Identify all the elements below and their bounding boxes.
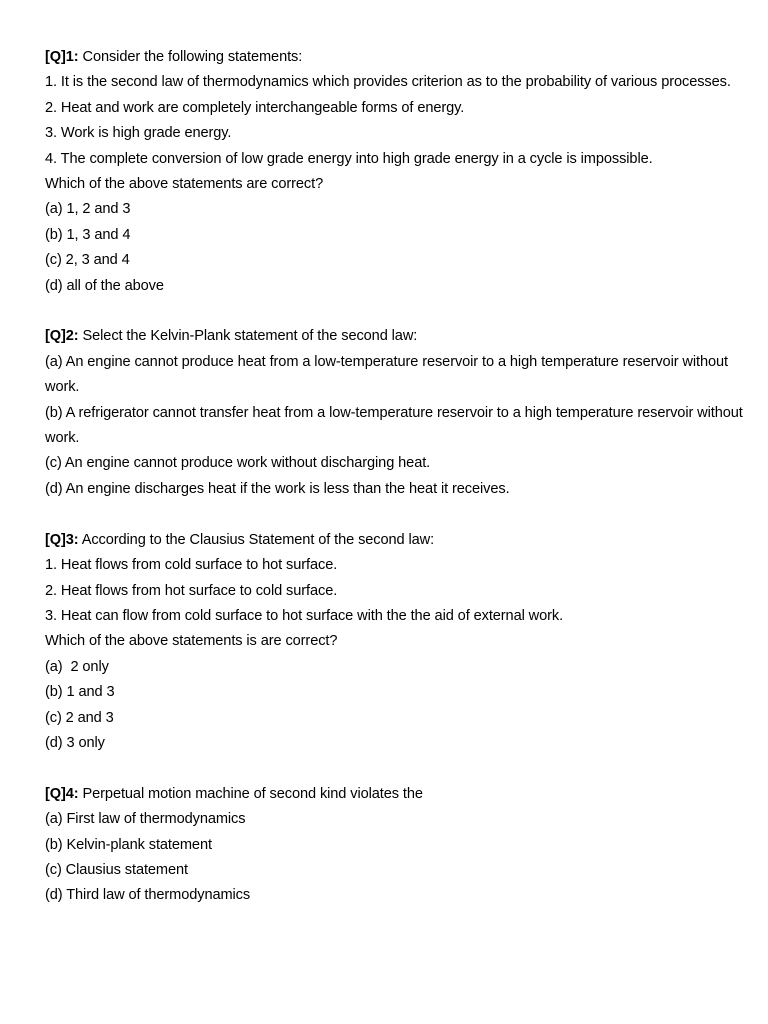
question-3: [45, 528, 745, 757]
statement-1: 1. It is the second law of thermodynamics which provides criterion as to the probability of various processes.: [45, 74, 731, 91]
option-a: (a) First law of thermodynamics: [45, 811, 246, 828]
question-stem: According to the Clausius Statement of the second law:: [78, 531, 435, 548]
statement-1: 1. Heat flows from cold surface to hot surface.: [45, 557, 338, 574]
option-a: (a) An engine cannot produce heat from a low-temperature reservoir to a high temperature reservoir without work.: [45, 353, 728, 396]
option-c: (c) Clausius statement: [45, 861, 188, 878]
document-page: [45, 45, 745, 934]
statement-2: 2. Heat flows from hot surface to cold surface.: [45, 582, 338, 599]
question-tag: [Q]3:: [45, 531, 79, 548]
question-4: [45, 782, 745, 909]
option-c: (c) 2, 3 and 4: [45, 252, 130, 269]
option-b: (b) Kelvin-plank statement: [45, 836, 212, 853]
option-d: (d) Third law of thermodynamics: [45, 887, 251, 904]
option-c: (c) An engine cannot produce work without discharging heat.: [45, 455, 431, 472]
question-prompt: Which of the above statements is are correct?: [45, 633, 338, 650]
question-tag: [Q]1:: [45, 49, 79, 65]
question-stem: Perpetual motion machine of second kind violates the: [78, 785, 423, 802]
question-prompt: Which of the above statements are correct?: [45, 176, 324, 193]
option-d: (d) An engine discharges heat if the work is less than the heat it receives.: [45, 480, 510, 497]
statement-3: 3. Heat can flow from cold surface to hot surface with the the aid of external work.: [45, 607, 564, 624]
question-2: [45, 324, 745, 502]
option-d: (d) all of the above: [45, 277, 164, 294]
statement-2: 2. Heat and work are completely interchangeable forms of energy.: [45, 99, 465, 116]
question-tag: [Q]2:: [45, 328, 79, 345]
option-b: (b) A refrigerator cannot transfer heat from a low-temperature reservoir to a high temperature reservoir without work.: [45, 404, 743, 447]
statement-4: 4. The complete conversion of low grade energy into high grade energy in a cycle is impossible.: [45, 150, 653, 167]
option-a: (a) 1, 2 and 3: [45, 201, 131, 218]
question-header: [45, 528, 745, 553]
question-stem: Consider the following statements:: [78, 49, 303, 65]
option-b: (b) 1, 3 and 4: [45, 226, 131, 243]
option-a: (a) 2 only: [45, 658, 109, 675]
statement-3: 3. Work is high grade energy.: [45, 125, 232, 142]
question-tag: [Q]4:: [45, 785, 79, 802]
option-c: (c) 2 and 3: [45, 709, 114, 726]
question-1: [45, 45, 745, 299]
option-d: (d) 3 only: [45, 734, 105, 751]
question-stem: Select the Kelvin-Plank statement of the second law:: [78, 328, 418, 345]
question-header: [45, 45, 745, 70]
question-header: [45, 324, 745, 349]
question-header: [45, 782, 745, 807]
option-b: (b) 1 and 3: [45, 684, 115, 701]
